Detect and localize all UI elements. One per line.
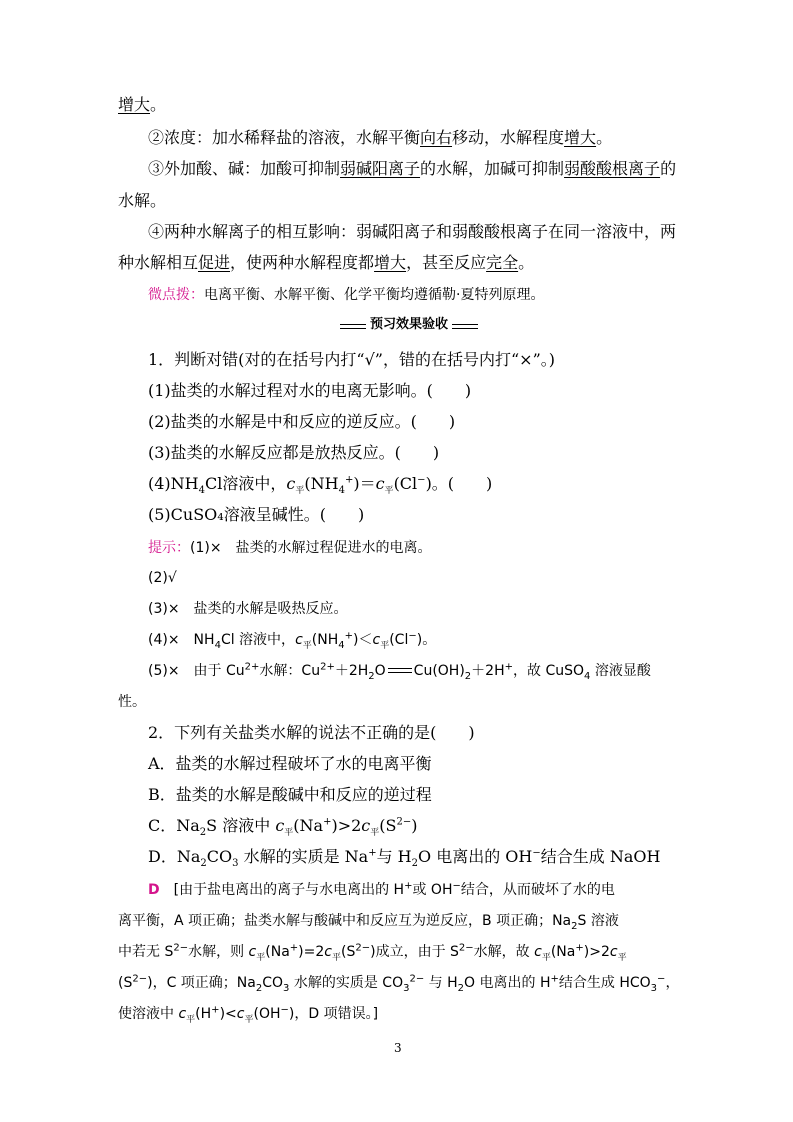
answer-line: 离平衡，A 项正确；盐类水解与酸碱中和反应互为逆反应，B 项正确；$Na_2S$ 溶液 — [118, 913, 619, 932]
hint-line: 性。 — [118, 694, 146, 710]
question-stem: 1．判断对错(对的在括号内打“√”，错的在括号内打“×”。) — [148, 350, 555, 369]
section-banner: 预习效果验收 — [340, 316, 478, 334]
hint-label: 提示： — [148, 540, 190, 556]
tip-line: 微点拨：电离平衡、水解平衡、化学平衡均遵循勒·夏特列原理。 — [148, 287, 545, 303]
paragraph-line: ②浓度：加水稀释盐的溶液，水解平衡向右移动，水解程度增大。 — [148, 128, 613, 147]
answer-line: 使溶液中 $c_平(H^+)<c_平(OH^-)$，D 项错误。] — [118, 1004, 379, 1025]
answer-line: 中若无 $S^{2-}$水解，则 $c_平(Na^+)=2c_平(S^{2-})$成立，由于 $S^{2-}$水解，故 $c_平(Na^+)>2c_平$ — [118, 942, 627, 963]
question-item: (1)盐类的水解过程对水的电离无影响。( ) — [148, 381, 472, 400]
page-number: 3 — [394, 1041, 402, 1055]
question-item: (3)盐类的水解反应都是放热反应。( ) — [148, 443, 440, 462]
answer-line: D [由于盐电离出的离子与水电离出的 H+或 OH−结合，从而破坏了水的电 — [148, 880, 615, 898]
paragraph-line: ④两种水解离子的相互影响：弱碱阳离子和弱酸酸根离子在同一溶液中，两 — [148, 222, 677, 241]
paragraph-line: ③外加酸、碱：加酸可抑制弱碱阳离子的水解，加碱可抑制弱酸酸根离子的 — [148, 159, 677, 178]
answer-line: $(S^{2-})$，C 项正确；$Na_2CO_3$ 水解的实质是 $CO_3^{2-}$ 与 $H_2O$ 电离出的 H+结合生成 $HCO_3^-$， — [118, 973, 680, 994]
question-item: (2)盐类的水解是中和反应的逆反应。( ) — [148, 412, 456, 431]
paragraph-line: 种水解相互促进，使两种水解程度都增大，甚至反应完全。 — [118, 253, 535, 272]
tip-label: 微点拨： — [148, 287, 204, 303]
hint-line: 提示：(1)× 盐类的水解过程促进水的电离。 — [148, 540, 432, 556]
question-stem: 2．下列有关盐类水解的说法不正确的是( ) — [148, 723, 475, 742]
option: A．盐类的水解过程破坏了水的电离平衡 — [148, 754, 432, 773]
option: D．$Na_2CO_3$ 水解的实质是 Na+与 $H_2O$ 电离出的 OH−结合生成 NaOH — [148, 847, 661, 870]
equilibrium-arrow — [386, 666, 414, 676]
hint-line: (4)× $NH_4Cl$ 溶液中，$c_平(NH_4^+)<c_平(Cl^-)$。 — [148, 630, 437, 651]
paragraph-line: 增大。 — [118, 95, 167, 114]
question-item: (5)CuSO₄溶液呈碱性。( ) — [148, 505, 365, 524]
question-item: $(4)NH_4Cl$溶液中，$c_平(NH_4^+)=c_平(Cl^-)$。( ) — [148, 474, 493, 497]
hint-line: (3)× 盐类的水解是吸热反应。 — [148, 601, 348, 617]
answer-letter: D — [148, 882, 160, 898]
paragraph-line: 水解。 — [118, 191, 167, 210]
option: C．$Na_2S$ 溶液中 $c_平(Na^+)>2c_平(S^{2-})$ — [148, 816, 418, 839]
hint-line: (5)× 由于 $Cu^{2+}$水解：$Cu^{2+}+2H_2O$ $Cu(OH)_2+2H^+$，故 CuSO$_4$ 溶液显酸 — [148, 661, 651, 682]
option: B．盐类的水解是酸碱中和反应的逆过程 — [148, 785, 432, 804]
hint-line: (2)√ — [148, 570, 177, 586]
